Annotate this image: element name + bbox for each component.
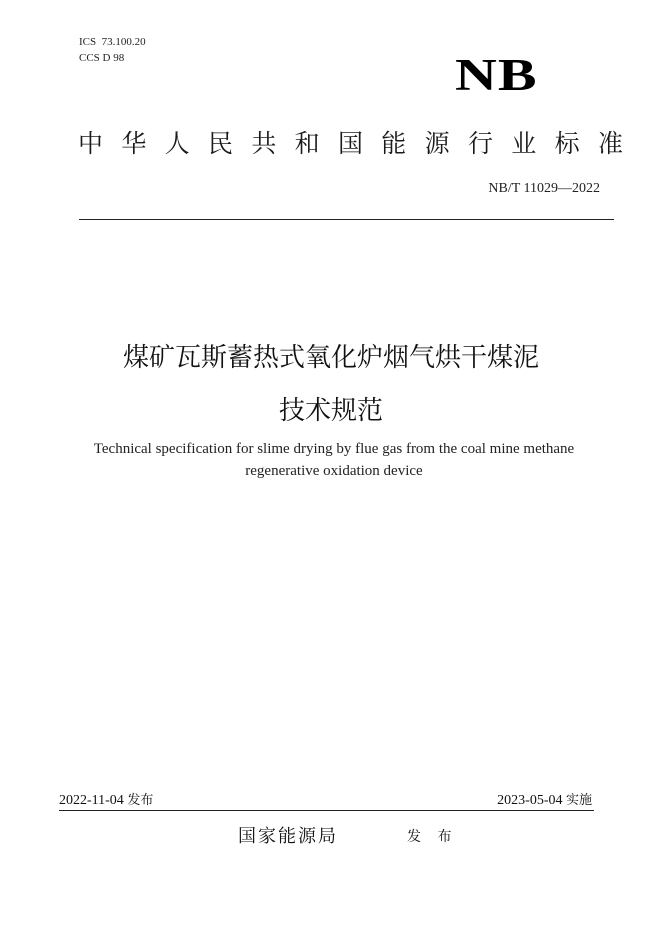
organization-title	[78, 128, 623, 160]
publisher-name: 国家能源局	[238, 826, 338, 847]
header-divider	[79, 219, 614, 220]
nb-logo: NB	[455, 49, 538, 101]
title-english-line1: Technical specification for slime drying by flue gas from the coal mine methane	[93, 441, 575, 457]
org-char: 中	[78, 129, 104, 158]
org-char: 源	[424, 129, 450, 158]
org-char: 标	[554, 129, 580, 158]
org-char: 国	[337, 129, 363, 158]
implement-date	[497, 792, 592, 810]
issue-date-label: 发布	[127, 793, 154, 808]
title-english	[0, 438, 662, 482]
publisher-action: 发 布	[407, 829, 458, 845]
standard-number: NB/T 11029—2022	[488, 181, 600, 196]
title-english-line2: regenerative oxidation device	[245, 463, 423, 479]
ccs-code: CCS D 98	[79, 52, 125, 64]
org-char: 共	[251, 129, 277, 158]
classification-codes	[79, 34, 146, 66]
issue-date-value: 2022-11-04	[59, 793, 124, 808]
org-char: 人	[164, 129, 190, 158]
org-char: 行	[467, 129, 493, 158]
org-char: 准	[597, 129, 623, 158]
org-char: 业	[511, 129, 537, 158]
org-char: 民	[207, 129, 233, 158]
ics-code: ICS 73.100.20	[79, 36, 146, 48]
org-char: 能	[381, 129, 407, 158]
org-char: 华	[121, 129, 147, 158]
implement-date-value: 2023-05-04	[497, 793, 563, 808]
title-chinese-line1: 煤矿瓦斯蓄热式氧化炉烟气烘干煤泥	[122, 343, 539, 373]
issue-date	[59, 792, 153, 810]
title-chinese-line2: 技术规范	[278, 396, 383, 426]
implement-date-label: 实施	[565, 793, 592, 808]
footer-divider	[59, 810, 594, 811]
org-char: 和	[294, 129, 320, 158]
